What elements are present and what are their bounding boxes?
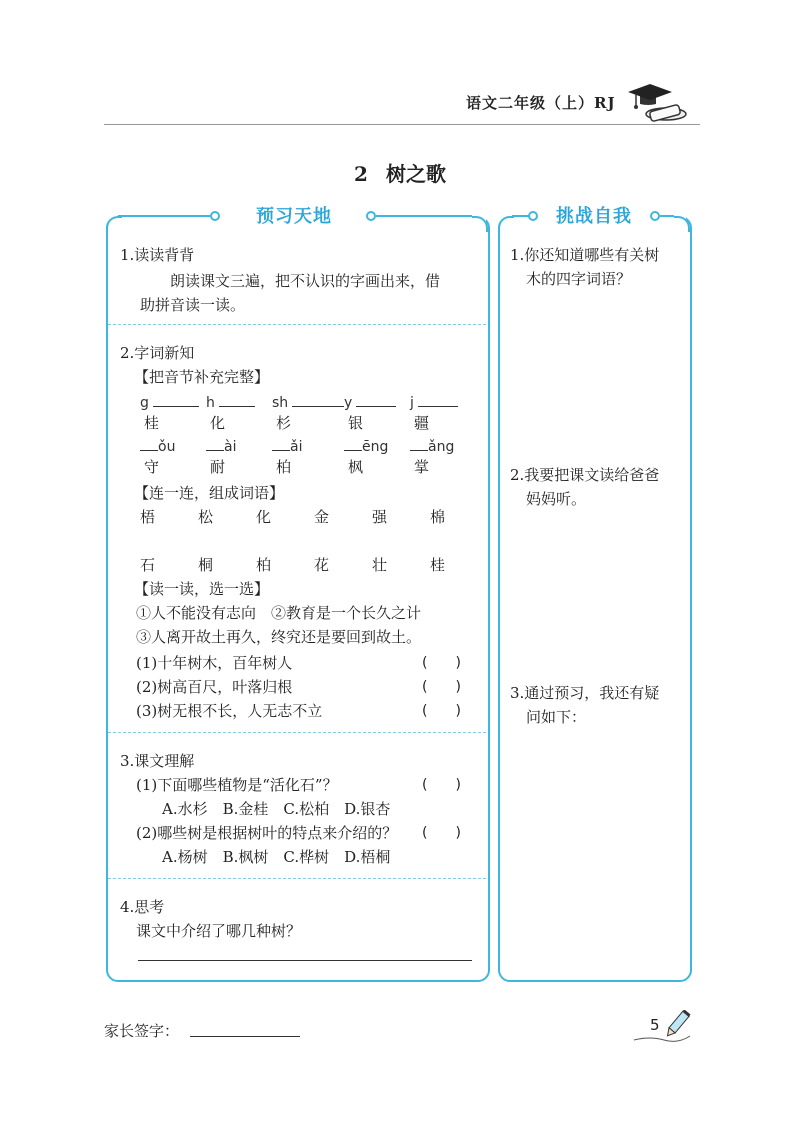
character: 化: [210, 414, 226, 432]
r2-line1: 2.我要把课文读给爸爸: [510, 466, 660, 484]
q4-label: 4.思考: [120, 898, 165, 916]
pinyin-syllable: ǎi: [290, 439, 303, 455]
parent-signature-label: 家长签字：: [104, 1022, 180, 1040]
q2-option-3: ③人离开故土再久，终究还是要回到故土。: [136, 628, 422, 646]
pinyin-syllable: ēng: [362, 439, 389, 455]
preview-panel: [106, 216, 490, 982]
divider-3: [108, 878, 486, 879]
pinyin-blank[interactable]: [140, 436, 158, 451]
q2-item-3-answer[interactable]: ( ): [422, 703, 461, 719]
divider-1: [108, 324, 486, 325]
pinyin-blank[interactable]: [292, 392, 344, 407]
link-character[interactable]: 梧: [140, 508, 156, 526]
lesson-title: [0, 158, 800, 187]
preview-header-dot-left: [210, 211, 220, 221]
r1-line1: 1.你还知道哪些有关树: [510, 246, 660, 264]
challenge-header-dot-right: [650, 211, 660, 221]
q3-s1-options: A.水杉 B.金桂 C.松柏 D.银杏: [162, 800, 391, 818]
pinyin-blank[interactable]: [206, 436, 224, 451]
character: 耐: [210, 458, 226, 476]
preview-header-dot-right: [366, 211, 376, 221]
q3-s2-options: A.杨树 B.枫树 C.桦树 D.梧桐: [162, 848, 391, 866]
link-character[interactable]: 松: [198, 508, 214, 526]
preview-header-line-left: [118, 215, 212, 217]
pinyin-item: [272, 436, 302, 455]
q2-sub-read: 【读一读，选一选】: [134, 580, 270, 598]
pinyin-item: [140, 436, 175, 455]
character: 掌: [414, 458, 430, 476]
link-character[interactable]: 桂: [430, 556, 446, 574]
q2-sub-pinyin: 【把音节补充完整】: [134, 368, 270, 386]
link-character[interactable]: 壮: [372, 556, 388, 574]
lesson-number: 2: [354, 162, 368, 186]
pinyin-item: [410, 436, 454, 455]
q2-item-2: (2)树高百尺，叶落归根: [136, 678, 293, 696]
q1-line2: 助拼音读一读。: [140, 296, 246, 314]
pinyin-syllable: h: [206, 395, 215, 411]
q3-s1-answer[interactable]: ( ): [422, 777, 461, 793]
pinyin-item: [410, 392, 458, 411]
character: 银: [348, 414, 364, 432]
q2-sub-link: 【连一连，组成词语】: [134, 484, 285, 502]
character: 柏: [276, 458, 292, 476]
link-character[interactable]: 石: [140, 556, 156, 574]
q2-item-1: (1)十年树木，百年树人: [136, 654, 293, 672]
pinyin-blank[interactable]: [272, 436, 290, 451]
r3-line1: 3.通过预习，我还有疑: [510, 684, 660, 702]
pinyin-item: [272, 392, 344, 411]
pinyin-syllable: j: [410, 395, 414, 411]
preview-header-line-right: [376, 215, 472, 217]
q3-s2: (2)哪些树是根据树叶的特点来介绍的？: [136, 824, 398, 842]
q1-label: 1.读读背背: [120, 246, 195, 264]
character: 桂: [144, 414, 160, 432]
link-character[interactable]: 化: [256, 508, 272, 526]
link-character[interactable]: 金: [314, 508, 330, 526]
character: 杉: [276, 414, 292, 432]
character: 守: [144, 458, 160, 476]
divider-2: [108, 732, 486, 733]
pinyin-item: [206, 392, 255, 411]
challenge-panel: [498, 216, 692, 982]
pinyin-syllable: g: [140, 395, 149, 411]
pinyin-blank[interactable]: [219, 392, 255, 407]
lesson-name: 树之歌: [385, 162, 446, 186]
r1-line2: 木的四字词语？: [526, 270, 632, 288]
q2-item-2-answer[interactable]: ( ): [422, 679, 461, 695]
challenge-section-title: 挑战自我: [546, 202, 642, 228]
q3-s2-answer[interactable]: ( ): [422, 825, 461, 841]
q2-option-1-2: ①人不能没有志向 ②教育是一个长久之计: [136, 604, 422, 622]
preview-section-title: 预习天地: [246, 202, 342, 228]
graduation-cap-icon: [626, 80, 692, 124]
link-character[interactable]: 强: [372, 508, 388, 526]
pinyin-syllable: sh: [272, 395, 289, 411]
r2-line2: 妈妈听。: [526, 490, 587, 508]
q2-label: 2.字词新知: [120, 344, 195, 362]
pinyin-item: [140, 392, 199, 411]
link-character[interactable]: 花: [314, 556, 330, 574]
pinyin-blank[interactable]: [410, 436, 428, 451]
pinyin-blank[interactable]: [344, 436, 362, 451]
q2-item-3: (3)树无根不长，人无志不立: [136, 702, 323, 720]
link-character[interactable]: 桐: [198, 556, 214, 574]
q2-item-1-answer[interactable]: ( ): [422, 655, 461, 671]
q4-question: 课文中介绍了哪几种树？: [136, 922, 302, 940]
header-subject: 语文二年级（上）RJ: [466, 94, 616, 112]
parent-signature-line[interactable]: [190, 1036, 300, 1037]
pinyin-blank[interactable]: [356, 392, 396, 407]
pencil-icon: [630, 1010, 694, 1046]
pinyin-syllable: ǎng: [428, 439, 455, 455]
q3-s1: (1)下面哪些植物是“活化石”？: [136, 776, 338, 794]
pinyin-syllable: ài: [224, 439, 237, 455]
pinyin-item: [344, 436, 388, 455]
header-divider: [104, 124, 700, 125]
pinyin-item: [344, 392, 396, 411]
challenge-header-dot-left: [528, 211, 538, 221]
challenge-header-line-right: [660, 215, 674, 217]
character: 枫: [348, 458, 364, 476]
pinyin-blank[interactable]: [153, 392, 199, 407]
link-character[interactable]: 棉: [430, 508, 446, 526]
character: 疆: [414, 414, 430, 432]
r3-line2: 问如下：: [526, 708, 587, 726]
pinyin-syllable: y: [344, 395, 353, 411]
pinyin-blank[interactable]: [418, 392, 458, 407]
q3-label: 3.课文理解: [120, 752, 195, 770]
pinyin-item: [206, 436, 236, 455]
q1-line1: 朗读课文三遍，把不认识的字画出来，借: [170, 272, 441, 290]
page-number: 5: [650, 1016, 660, 1034]
link-character[interactable]: 柏: [256, 556, 272, 574]
q4-answer-line[interactable]: [138, 960, 472, 961]
pinyin-syllable: ǒu: [158, 439, 176, 455]
